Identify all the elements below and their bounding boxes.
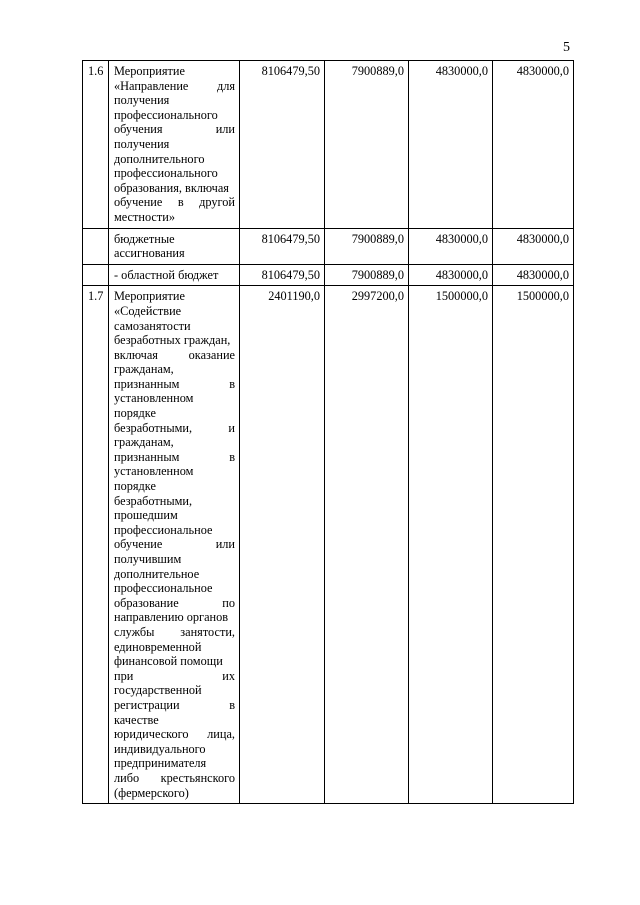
activity-name-line [114, 319, 235, 334]
activity-name-line [114, 698, 235, 713]
activity-name-line [114, 625, 235, 640]
activity-name-word: - областной бюджет [114, 267, 219, 282]
activity-name-word: профессиональное [114, 522, 213, 537]
activity-name-word: установленном [114, 391, 194, 406]
activity-name-word: получения [114, 136, 170, 151]
activity-name-line [114, 268, 235, 283]
activity-name-line [114, 450, 235, 465]
activity-name-word: образование [114, 595, 179, 610]
activity-name-line [114, 523, 235, 538]
amount-cell-year-4: 4830000,0 [493, 228, 574, 264]
activity-name-line [114, 683, 235, 698]
activity-name-word: дополнительное [114, 566, 200, 581]
activity-name-word: прошедшим [114, 508, 178, 523]
activity-name-word: безработных граждан, [114, 333, 231, 348]
activity-name-word: и [228, 420, 235, 435]
activity-name-word: единовременной [114, 639, 202, 654]
activity-name-word: занятости, [180, 624, 235, 639]
activity-name-line [114, 727, 235, 742]
activity-name-word: безработными, [114, 493, 193, 508]
activity-name-word: профессионального [114, 166, 218, 181]
activity-name-word: бюджетные [114, 231, 175, 246]
table-row [83, 264, 574, 286]
row-number-cell: 1.7 [83, 286, 109, 804]
amount-cell-year-2: 7900889,0 [325, 264, 409, 286]
activity-name-word: по [222, 595, 235, 610]
activity-name-word: получения [114, 93, 170, 108]
activity-name-line [114, 195, 235, 210]
activity-name-line [114, 348, 235, 363]
activity-name-cell [109, 286, 240, 804]
activity-name-line [114, 771, 235, 786]
activity-name-word: ассигнования [114, 246, 185, 261]
activity-name-word: Мероприятие [114, 289, 185, 304]
activity-name-word: профессиональное [114, 581, 213, 596]
activity-name-line [114, 464, 235, 479]
amount-cell-year-1: 8106479,50 [240, 228, 325, 264]
budget-table-body [83, 61, 574, 804]
activity-name-word: направлению органов [114, 610, 229, 625]
activity-name-word: при [114, 668, 134, 683]
activity-name-line [114, 421, 235, 436]
activity-name-line [114, 304, 235, 319]
activity-name-word: в [229, 376, 235, 391]
activity-name-word: самозанятости [114, 318, 191, 333]
activity-name-word: безработными, [114, 420, 193, 435]
row-number-cell [83, 264, 109, 286]
table-row [83, 228, 574, 264]
activity-name-line [114, 742, 235, 757]
activity-name-line [114, 362, 235, 377]
activity-name-word: порядке [114, 406, 156, 421]
amount-cell-year-3: 4830000,0 [409, 61, 493, 229]
amount-cell-year-2: 7900889,0 [325, 61, 409, 229]
amount-cell-year-4: 4830000,0 [493, 61, 574, 229]
amount-cell-year-1: 8106479,50 [240, 264, 325, 286]
activity-name-word: признанным [114, 449, 180, 464]
activity-name-word: предпринимателя [114, 756, 207, 771]
activity-name-word: в [229, 697, 235, 712]
activity-name-word: для [216, 78, 235, 93]
activity-name-word: их [222, 668, 235, 683]
activity-name-line [114, 406, 235, 421]
activity-name-cell [109, 61, 240, 229]
activity-name-line [114, 93, 235, 108]
amount-cell-year-2: 2997200,0 [325, 286, 409, 804]
activity-name-word: «Содействие [114, 303, 182, 318]
activity-name-line [114, 713, 235, 728]
activity-name-line [114, 232, 235, 247]
activity-name-line [114, 654, 235, 669]
activity-name-word: профессионального [114, 107, 218, 122]
activity-name-word: регистрации [114, 697, 180, 712]
activity-name-word: включая [114, 347, 158, 362]
activity-name-line [114, 122, 235, 137]
amount-cell-year-4: 4830000,0 [493, 264, 574, 286]
activity-name-line [114, 108, 235, 123]
activity-name-line [114, 756, 235, 771]
activity-name-line [114, 786, 235, 801]
activity-name-word: порядке [114, 479, 156, 494]
activity-name-line [114, 669, 235, 684]
activity-name-word: другой [199, 195, 235, 210]
activity-name-word: местности» [114, 209, 175, 224]
activity-name-word: юридического [114, 727, 189, 742]
activity-name-word: крестьянского [160, 770, 235, 785]
amount-cell-year-1: 8106479,50 [240, 61, 325, 229]
amount-cell-year-3: 1500000,0 [409, 286, 493, 804]
amount-cell-year-1: 2401190,0 [240, 286, 325, 804]
activity-name-line [114, 640, 235, 655]
activity-name-word: дополнительного [114, 151, 205, 166]
activity-name-line [114, 581, 235, 596]
activity-name-word: государственной [114, 683, 202, 698]
activity-name-line [114, 166, 235, 181]
activity-name-word: оказание [188, 347, 235, 362]
table-row [83, 286, 574, 804]
activity-name-word: признанным [114, 376, 180, 391]
activity-name-line [114, 596, 235, 611]
activity-name-line [114, 246, 235, 261]
row-number-cell [83, 228, 109, 264]
activity-name-word: Мероприятие [114, 64, 185, 78]
activity-name-word: службы [114, 624, 155, 639]
budget-table [82, 60, 574, 804]
activity-name-line [114, 494, 235, 509]
activity-name-word: образования, включая [114, 180, 229, 195]
activity-name-line [114, 64, 235, 79]
page-number: 5 [563, 40, 570, 55]
activity-name-line [114, 435, 235, 450]
activity-name-word: получившим [114, 552, 182, 566]
activity-name-word: качестве [114, 712, 159, 727]
amount-cell-year-4: 1500000,0 [493, 286, 574, 804]
activity-name-cell [109, 228, 240, 264]
row-number-cell: 1.6 [83, 61, 109, 229]
activity-name-word: «Направление [114, 78, 189, 93]
activity-name-word: обучение [114, 195, 163, 210]
activity-name-word: гражданам, [114, 435, 174, 450]
activity-name-word: обучение [114, 537, 163, 552]
activity-name-line [114, 391, 235, 406]
activity-name-word: (фермерского) [114, 785, 189, 800]
activity-name-word: гражданам, [114, 362, 174, 377]
activity-name-cell [109, 264, 240, 286]
amount-cell-year-2: 7900889,0 [325, 228, 409, 264]
activity-name-word: индивидуального [114, 741, 206, 756]
table-row [83, 61, 574, 229]
activity-name-word: или [215, 537, 235, 552]
activity-name-word: установленном [114, 464, 194, 479]
activity-name-word: финансовой помощи [114, 654, 223, 669]
activity-name-word: или [215, 122, 235, 137]
activity-name-line [114, 137, 235, 152]
activity-name-line [114, 479, 235, 494]
activity-name-line [114, 181, 235, 196]
activity-name-line [114, 152, 235, 167]
activity-name-word: в [229, 449, 235, 464]
activity-name-line [114, 508, 235, 523]
activity-name-word: обучения [114, 122, 163, 137]
activity-name-word: лица, [207, 727, 235, 742]
activity-name-word: либо [114, 770, 140, 785]
amount-cell-year-3: 4830000,0 [409, 228, 493, 264]
amount-cell-year-3: 4830000,0 [409, 264, 493, 286]
activity-name-line [114, 377, 235, 392]
activity-name-line [114, 537, 235, 552]
activity-name-line [114, 289, 235, 304]
activity-name-line [114, 210, 235, 225]
activity-name-word: в [177, 195, 184, 210]
activity-name-line [114, 552, 235, 567]
activity-name-line [114, 333, 235, 348]
activity-name-line [114, 610, 235, 625]
activity-name-line [114, 79, 235, 94]
activity-name-line [114, 567, 235, 582]
